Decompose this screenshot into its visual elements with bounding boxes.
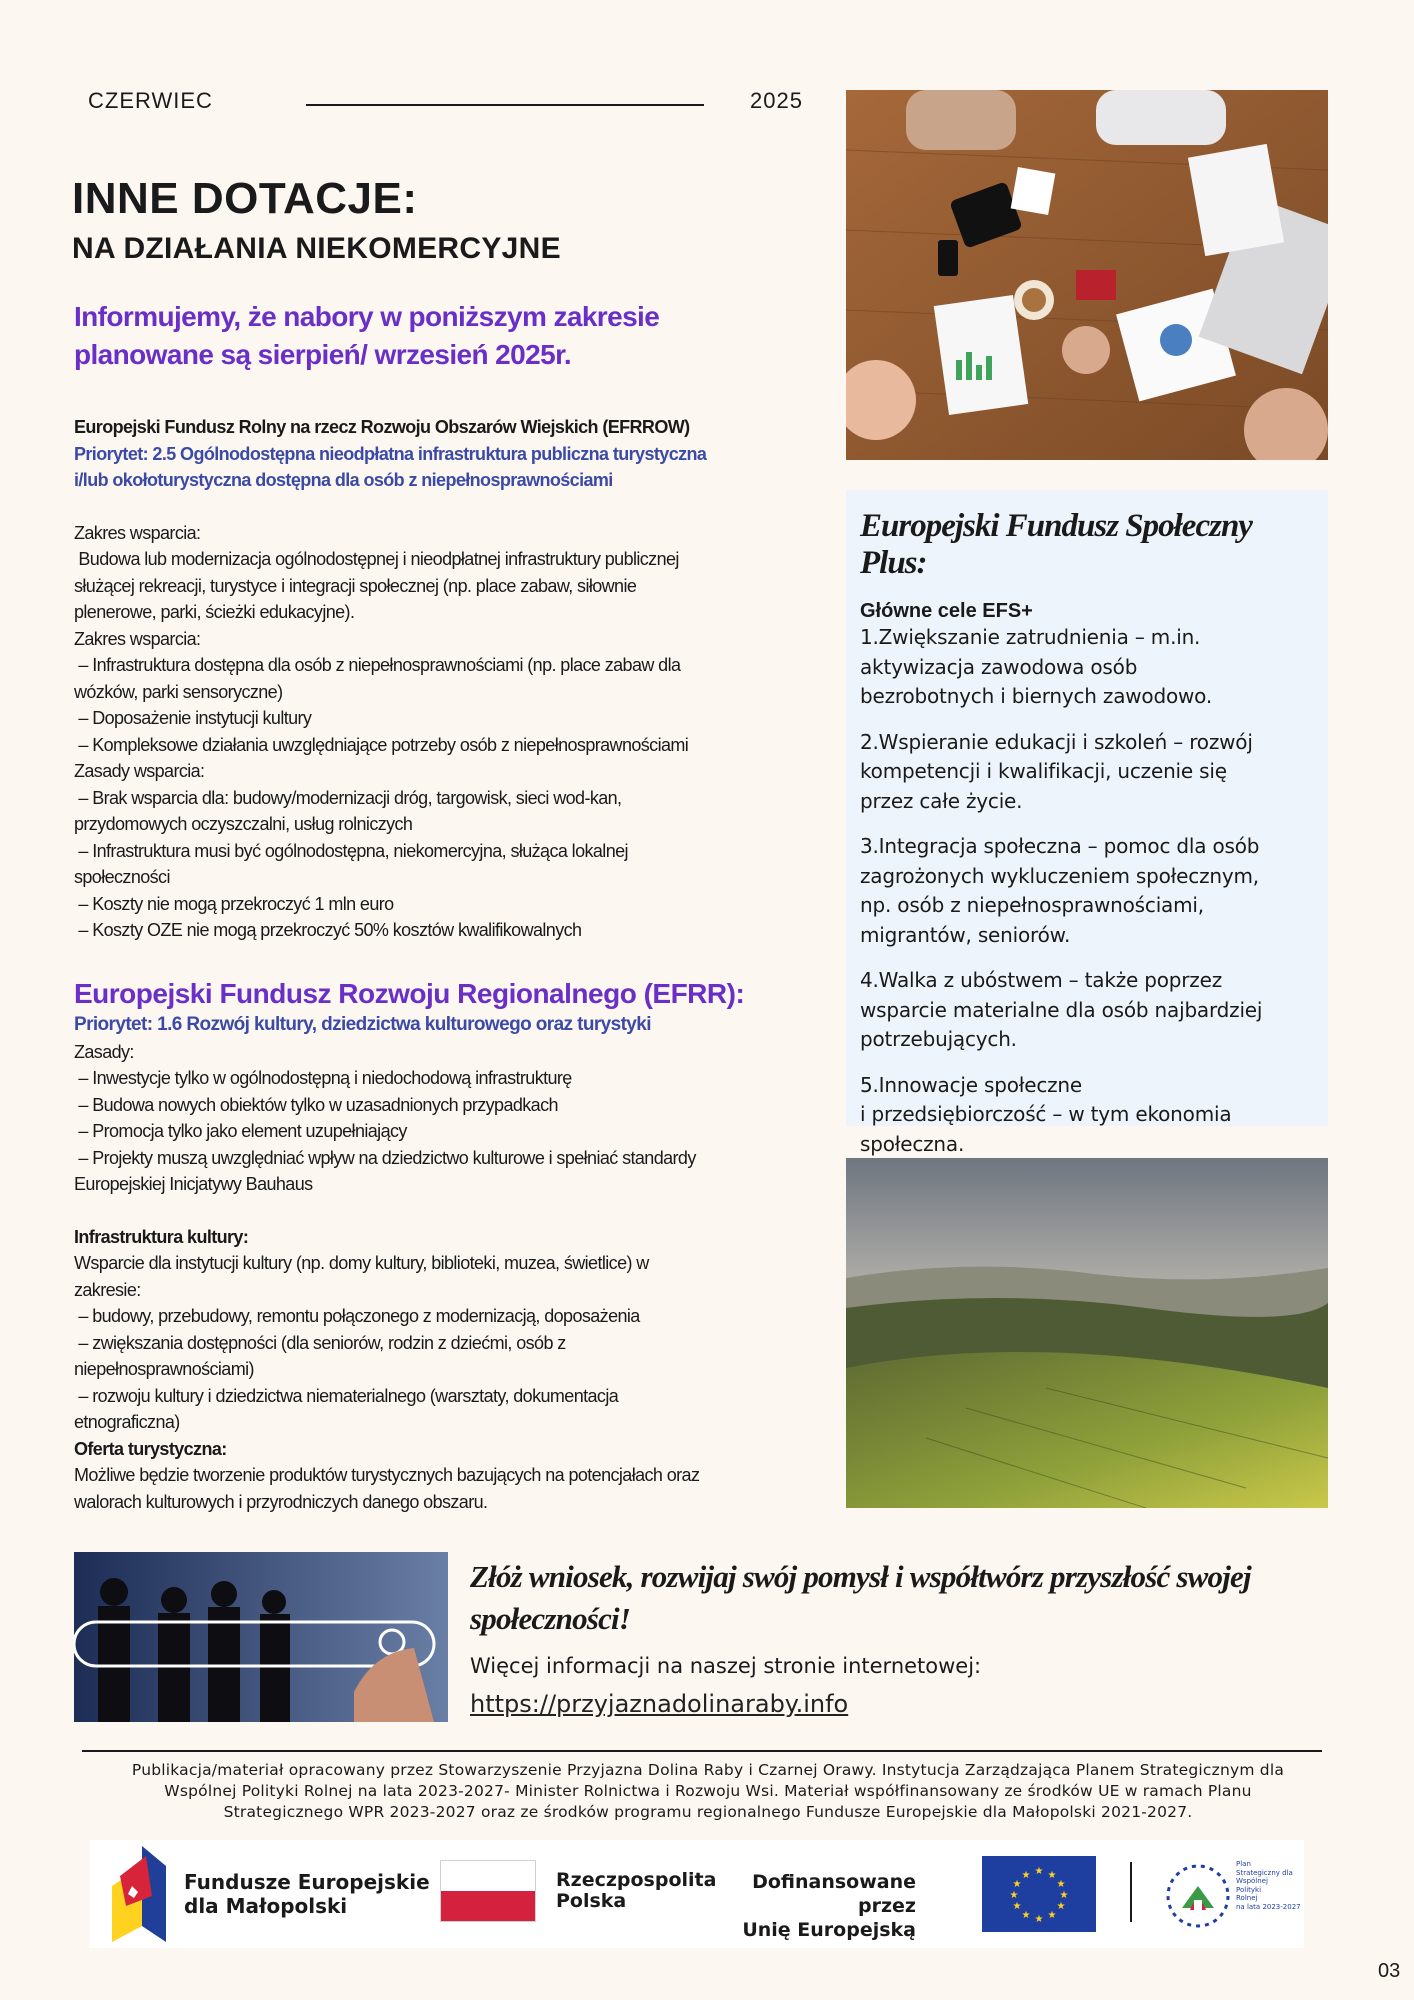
efs-goal (860, 623, 1314, 712)
page-title: INNE DOTACJE: (72, 174, 418, 223)
efs-plus-box (846, 490, 1328, 1156)
efrrow-section (74, 414, 814, 944)
efrrow-priority: Priorytet: 2.5 Ogólnodostępna nieodpłatna infrastruktura publiczna turystyczna (74, 443, 707, 464)
logo-text-line: Unię Europejską (742, 1919, 916, 1941)
text-line: kompetencji i kwalifikacji, uczenie się (860, 759, 1227, 783)
meeting-table-illustration (846, 90, 1328, 460)
footer-note (90, 1760, 1326, 1823)
text-line: Wspólnej Polityki Rolnej na lata 2023-2027- Minister Rolnictwa i Rozwoju Wsi. Materiał współfinansowany ze środków UE w ramach Planu (164, 1782, 1252, 1800)
logo-text-line: Plan (1236, 1860, 1251, 1868)
text-line: Zakres wsparcia: (74, 522, 201, 543)
logo-text-line: na lata 2023-2027 (1236, 1902, 1301, 1911)
text-line: wózków, parki sensoryczne) (74, 681, 283, 702)
intro-line: planowane są sierpień/ wrzesień 2025r. (74, 339, 572, 370)
footer-divider (82, 1750, 1322, 1752)
text-line: niepełnosprawnościami) (74, 1359, 254, 1379)
svg-text:★: ★ (1047, 1910, 1057, 1921)
logo-text-line: Fundusze Europejskie (184, 1870, 430, 1894)
text-line: – Budowa nowych obiektów tylko w uzasadnionych przypadkach (74, 1094, 558, 1115)
text-line: potrzebujących. (860, 1027, 1017, 1051)
text-line: – zwiększania dostępności (dla seniorów, rodzin z dziećmi, osób z (74, 1332, 566, 1353)
svg-text:★: ★ (1059, 1890, 1069, 1901)
efrrow-priority: i/lub okołoturystyczna dostępna dla osób z niepełnosprawnościami (74, 470, 613, 490)
text-line: 2.Wspieranie edukacji i szkoleń – rozwój (860, 729, 1253, 754)
efrrow-heading: Europejski Fundusz Rolny na rzecz Rozwoju Obszarów Wiejskich (EFRROW) (74, 417, 690, 437)
text-line: bezrobotnych i biernych zawodowo. (860, 684, 1212, 708)
efrr-section (74, 976, 814, 1515)
text-line: – Projekty muszą uwzględniać wpływ na dziedzictwo kulturowe i spełniać standardy (74, 1147, 696, 1168)
svg-text:★: ★ (1056, 1901, 1066, 1912)
text-line: Zasady: (74, 1041, 134, 1062)
header-divider (306, 104, 704, 106)
wpr-plan-logo-icon (1160, 1860, 1236, 1932)
text-line: Europejskiej Inicjatywy Bauhaus (74, 1174, 313, 1194)
cta-title (470, 1556, 1330, 1640)
text-line: społeczności (74, 867, 170, 887)
fe-malopolska-logo (184, 1870, 430, 1918)
text-line: przydomowych oczyszczalni, usług rolniczych (74, 814, 413, 834)
cta-title-line: społeczności! (470, 1601, 631, 1636)
text-line: wsparcie materialne dla osób najbardziej (860, 997, 1263, 1022)
text-line: – Inwestycje tylko w ogólnodostępną i niedochodową infrastrukturę (74, 1068, 572, 1088)
eu-funding-logo (690, 1870, 916, 1942)
text-line: Budowa lub modernizacja ogólnodostępnej i nieodpłatnej infrastruktury publicznej (74, 549, 679, 569)
cta-info: Więcej informacji na naszej stronie internetowej: (470, 1654, 982, 1678)
svg-text:★: ★ (1021, 1870, 1031, 1881)
efs-goal (860, 966, 1314, 1055)
page-number: 03 (1378, 1960, 1401, 1982)
text-line: służącej rekreacji, turystyce i integracji społecznej (np. place zabaw, siłownie (74, 575, 637, 596)
text-line: Wsparcie dla instytucji kultury (np. domy kultury, biblioteki, muzea, świetlice) w (74, 1253, 649, 1273)
landscape-photo (846, 1158, 1328, 1508)
svg-text:★: ★ (1012, 1879, 1022, 1890)
business-search-photo (74, 1552, 448, 1722)
wpr-plan-logo (1236, 1860, 1301, 1911)
text-line: aktywizacja zawodowa osób (860, 654, 1138, 679)
text-line: Strategicznego WPR 2023-2027 oraz ze środków programu regionalnego Fundusze Europejskie dla Małopolski 2021-2027. (223, 1803, 1193, 1821)
text-line: – Brak wsparcia dla: budowy/modernizacji dróg, targowisk, sieci wod-kan, (74, 787, 622, 808)
logo-text-line: Polska (556, 1890, 627, 1912)
efs-subtitle: Główne cele EFS+ (860, 600, 1033, 622)
text-line: 3.Integracja społeczna – pomoc dla osób (860, 834, 1260, 858)
text-line: – Koszty nie mogą przekroczyć 1 mln euro (74, 893, 394, 914)
website-link[interactable]: https://przyjaznadolinaraby.info (470, 1690, 849, 1718)
logo-text-line: Strategiczny dla (1236, 1868, 1293, 1877)
tour-heading: Oferta turystyczna: (74, 1438, 227, 1459)
business-search-illustration (74, 1552, 448, 1722)
text-line: – Infrastruktura musi być ogólnodostępna, niekomercyjna, służąca lokalnej (74, 840, 628, 861)
header-year: 2025 (750, 88, 803, 113)
text-line: Możliwe będzie tworzenie produktów turystycznych bazujących na potencjałach oraz (74, 1465, 700, 1485)
text-line: migrantów, seniorów. (860, 922, 1071, 947)
efrr-heading: Europejski Fundusz Rozwoju Regionalnego (EFRR): (74, 978, 745, 1009)
text-line: Zasady wsparcia: (74, 761, 205, 781)
text-line: – Infrastruktura dostępna dla osób z niepełnosprawnościami (np. place zabaw dla (74, 655, 681, 675)
efrr-priority: Priorytet: 1.6 Rozwój kultury, dziedzictwa kulturowego oraz turystyki (74, 1014, 651, 1035)
svg-text:★: ★ (1009, 1890, 1019, 1901)
logo-separator (1130, 1862, 1132, 1922)
svg-text:★: ★ (1021, 1910, 1031, 1921)
text-line: np. osób z niepełnosprawnościami, (860, 893, 1204, 917)
svg-text:★: ★ (1012, 1901, 1022, 1912)
text-line: i przedsiębiorczość – w tym ekonomia (860, 1102, 1232, 1126)
text-line: – Doposażenie instytucji kultury (74, 708, 312, 728)
text-line: 1.Zwiększanie zatrudnienia – m.in. (860, 625, 1201, 649)
funding-logos-bar (90, 1840, 1304, 1948)
efs-title: Europejski Fundusz Społeczny Plus: (860, 508, 1252, 581)
text-line: – budowy, przebudowy, remontu połączonego z modernizacją, doposażenia (74, 1306, 640, 1326)
svg-text:★: ★ (1056, 1879, 1066, 1890)
page-subtitle: NA DZIAŁANIA NIEKOMERCYJNE (72, 232, 561, 265)
infra-heading: Infrastruktura kultury: (74, 1226, 249, 1247)
text-line: – rozwoju kultury i dziedzictwa niematerialnego (warsztaty, dokumentacja (74, 1385, 619, 1406)
header-month: CZERWIEC (88, 88, 213, 113)
logo-text-line: Wspólnej (1236, 1877, 1268, 1885)
logo-text-line: dla Małopolski (184, 1894, 348, 1918)
text-line: plenerowe, parki, ścieżki edukacyjne). (74, 602, 355, 622)
intro-line: Informujemy, że nabory w poniższym zakresie (74, 301, 660, 332)
text-line: walorach kulturowych i przyrodniczych danego obszaru. (74, 1491, 488, 1512)
logo-text-line: Dofinansowane przez (752, 1871, 916, 1917)
text-line: – Promocja tylko jako element uzupełniający (74, 1121, 407, 1141)
text-line: społeczna. (860, 1131, 965, 1156)
text-line: zakresie: (74, 1279, 141, 1300)
text-line: zagrożonych wykluczeniem społecznym, (860, 863, 1259, 888)
cta-title-line: Złóż wniosek, rozwijaj swój pomysł i współtwórz przyszłość swojej (470, 1559, 1251, 1594)
logo-text-line: Rolnej (1236, 1894, 1258, 1902)
text-line: etnograficzna) (74, 1412, 180, 1432)
text-line: – Kompleksowe działania uwzględniające potrzeby osób z niepełnosprawnościami (74, 734, 689, 755)
meeting-table-photo (846, 90, 1328, 460)
polish-flag-icon (440, 1860, 536, 1922)
logo-text-line: Polityki (1236, 1885, 1262, 1894)
efrrow-body (74, 520, 814, 944)
text-line: – Koszty OZE nie mogą przekroczyć 50% kosztów kwalifikowalnych (74, 920, 582, 940)
efs-goal (860, 728, 1314, 817)
text-line: 5.Innowacje społeczne (860, 1072, 1083, 1097)
text-line: przez całe życie. (860, 788, 1023, 813)
efs-goal (860, 1071, 1314, 1160)
svg-text:★: ★ (1047, 1870, 1057, 1881)
logo-text-line: Rzeczpospolita (556, 1869, 717, 1891)
eu-flag-icon (982, 1856, 1096, 1932)
text-line: 4.Walka z ubóstwem – także poprzez (860, 968, 1223, 992)
svg-text:★: ★ (1034, 1914, 1044, 1925)
svg-text:★: ★ (1034, 1866, 1044, 1877)
intro-text (74, 298, 774, 374)
text-line: Publikacja/materiał opracowany przez Stowarzyszenie Przyjazna Dolina Raby i Czarnej Orawy. Instytucja Zarządzająca Planem Strategicznym dla (131, 1761, 1285, 1779)
landscape-illustration (846, 1158, 1328, 1508)
fe-malopolska-logo-icon (112, 1846, 166, 1942)
efs-goal (860, 832, 1314, 950)
text-line: Zakres wsparcia: (74, 628, 201, 649)
